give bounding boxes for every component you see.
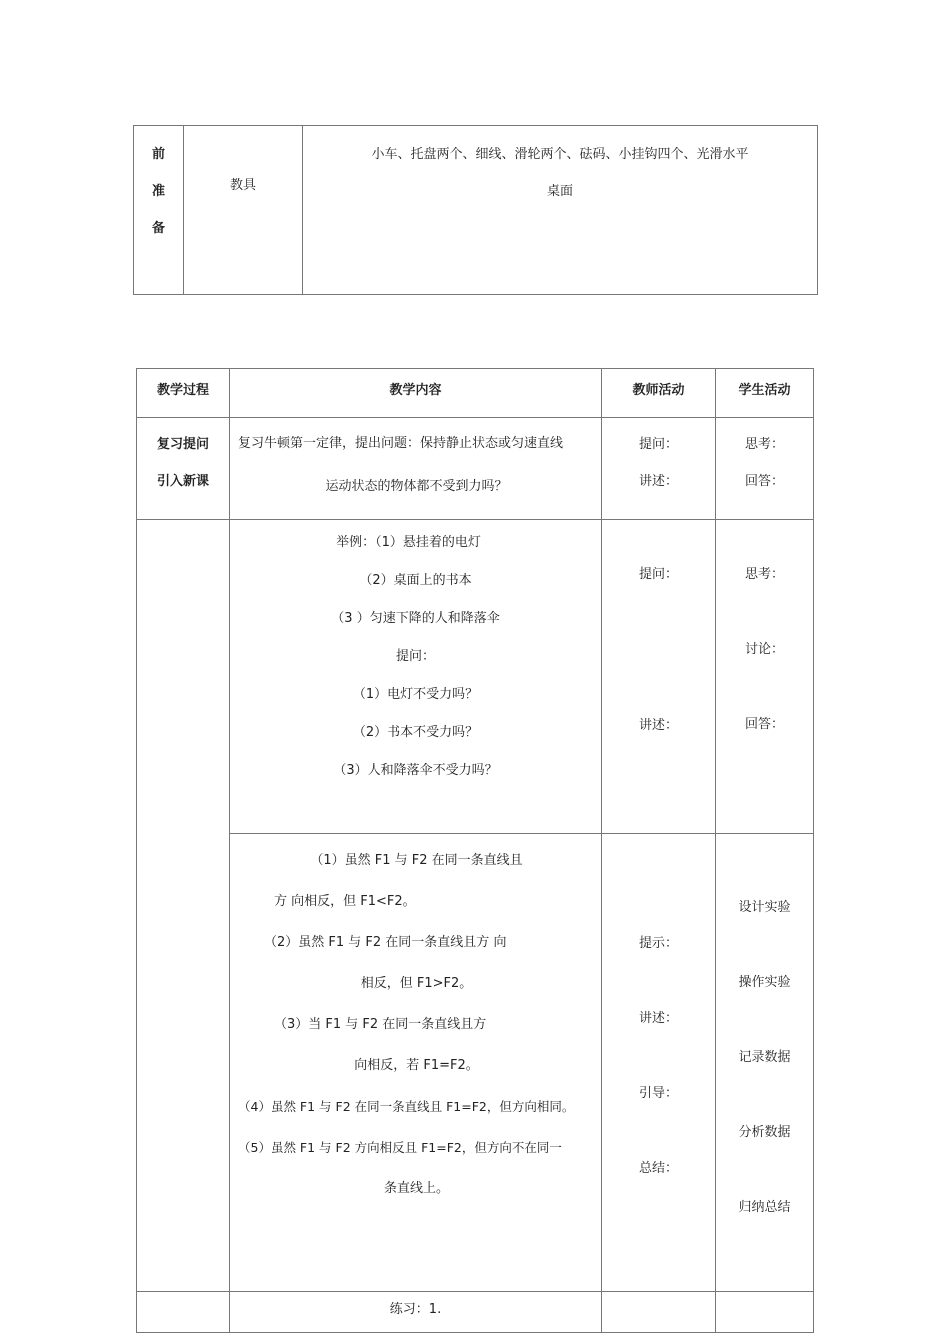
teacher-cell <box>602 418 716 520</box>
teacher-activity: 提问： <box>638 437 678 452</box>
header-cell <box>230 369 602 418</box>
student-cell <box>716 520 814 834</box>
aids-line: 桌面 <box>546 184 573 199</box>
stage-cell-empty <box>137 520 230 1292</box>
exercise-cell: 练习：1. <box>230 1292 602 1333</box>
content-cell <box>230 834 602 1292</box>
student-activity: 设计实验 <box>738 900 791 915</box>
student-cell <box>716 834 814 1292</box>
header-cell <box>602 369 716 418</box>
student-activity: 记录数据 <box>738 1050 791 1065</box>
table-row <box>137 1292 814 1333</box>
stage-line: 复习提问 <box>156 437 209 452</box>
content-fragment: 方 <box>274 894 288 909</box>
teacher-activity: 提问： <box>638 567 678 582</box>
table-row <box>137 520 814 834</box>
teaching-process-table <box>136 368 814 1333</box>
table-header-row <box>137 369 814 418</box>
content-line: （3 ）匀速下降的人和降落伞 <box>331 611 500 626</box>
header-cell <box>716 369 814 418</box>
teacher-activity: 总结： <box>638 1161 678 1176</box>
content-line: （3）当 F1 与 F2 在同一条直线且方 <box>274 1017 487 1032</box>
aids-line: 小车、托盘两个、细线、滑轮两个、砝码、小挂钩四个、光滑水平 <box>371 147 749 162</box>
content-line: （1）电灯不受力吗？ <box>352 687 479 702</box>
header-cell <box>137 369 230 418</box>
content-fragment: （2）虽然 F1 与 F2 在同一条直线且方 <box>264 935 490 950</box>
content-line: 举例：（1）悬挂着的电灯 <box>336 535 481 550</box>
stage-cell-empty <box>137 1292 230 1333</box>
student-activity: 归纳总结 <box>738 1200 791 1215</box>
teacher-activity: 讲述： <box>638 474 678 489</box>
student-activity: 思考： <box>744 567 784 582</box>
content-fragment: 向 <box>493 935 507 950</box>
preparation-label-cell <box>134 126 184 295</box>
content-cell <box>230 520 602 834</box>
content-line-split <box>238 881 595 922</box>
content-line: （3）人和降落伞不受力吗？ <box>333 763 498 778</box>
student-cell <box>716 418 814 520</box>
teacher-activity: 引导： <box>638 1086 678 1101</box>
teacher-activity: 提示： <box>638 936 678 951</box>
teacher-cell-empty <box>602 1292 716 1333</box>
content-line: （2）桌面上的书本 <box>359 573 472 588</box>
student-activity: 讨论： <box>744 642 784 657</box>
content-line: 条直线上。 <box>383 1181 449 1196</box>
content-line-split <box>238 922 595 963</box>
teacher-activity: 讲述： <box>638 718 678 733</box>
header-student: 学生活动 <box>738 383 791 398</box>
content-line: （1）虽然 F1 与 F2 在同一条直线且 <box>310 853 523 868</box>
content-line: 相反，但 F1>F2。 <box>360 976 473 991</box>
vertical-char: 备 <box>151 221 165 236</box>
teacher-cell <box>602 520 716 834</box>
content-line: 向相反，若 F1=F2。 <box>354 1058 479 1073</box>
vertical-char: 准 <box>151 184 165 199</box>
teaching-aids-label: 教具 <box>184 126 303 295</box>
stage-cell <box>137 418 230 520</box>
stage-line: 引入新课 <box>156 474 209 489</box>
header-teacher: 教师活动 <box>632 383 685 398</box>
vertical-char: 前 <box>151 147 165 162</box>
content-line: 提问： <box>395 649 435 664</box>
table-row <box>137 418 814 520</box>
content-line: （4）虽然 F1 与 F2 在同一条直线且 F1=F2，但方向相同。 <box>238 1099 575 1114</box>
teacher-activity: 讲述： <box>638 1011 678 1026</box>
student-activity: 操作实验 <box>738 975 791 990</box>
content-line: （2）书本不受力吗？ <box>352 725 479 740</box>
content-cell <box>230 418 602 520</box>
table-row <box>137 834 814 1292</box>
preparation-table <box>133 125 818 295</box>
content-fragment: 向相反，但 F1<F2。 <box>291 894 416 909</box>
content-line: 复习牛顿第一定律，提出问题：保持静止状态或匀速直线 <box>238 436 564 451</box>
teacher-cell <box>602 834 716 1292</box>
content-line: 运动状态的物体都不受到力吗？ <box>325 479 508 494</box>
header-process: 教学过程 <box>156 383 209 398</box>
student-activity: 回答： <box>744 474 784 489</box>
content-line: （5）虽然 F1 与 F2 方向相反且 F1=F2，但方向不在同一 <box>238 1140 562 1155</box>
student-cell-empty <box>716 1292 814 1333</box>
header-content: 教学内容 <box>389 383 442 398</box>
student-activity: 分析数据 <box>738 1125 791 1140</box>
student-activity: 回答： <box>744 717 784 732</box>
teaching-aids-content <box>303 126 818 295</box>
student-activity: 思考： <box>744 437 784 452</box>
